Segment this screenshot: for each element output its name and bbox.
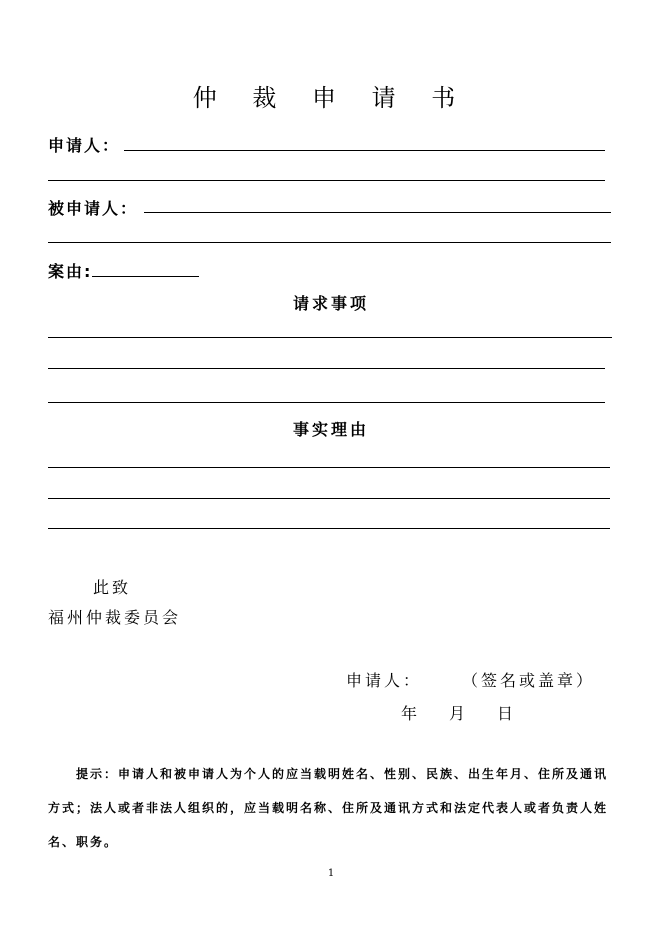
closing-text: 此致 <box>93 578 132 597</box>
applicant-label: 申请人： <box>48 136 121 155</box>
facts-line-1[interactable] <box>48 467 610 468</box>
applicant-line-2[interactable] <box>48 180 605 181</box>
case-line[interactable] <box>92 276 199 277</box>
claims-line-1[interactable] <box>48 337 612 338</box>
signature-label: 申请人： <box>346 671 423 690</box>
addressee-text: 福州仲裁委员会 <box>48 608 182 627</box>
facts-line-2[interactable] <box>48 498 610 499</box>
date-month: 月 <box>449 704 469 723</box>
claims-line-2[interactable] <box>48 368 605 369</box>
respondent-line[interactable] <box>144 212 611 213</box>
claims-heading: 请求事项 <box>292 294 369 313</box>
instruction-note: 提示：申请人和被申请人为个人的应当载明姓名、性别、民族、出生年月、住所及通讯方式；法人或者非法人组织的，应当载明名称、住所及通讯方式和法定代表人或者负责人姓名、职务。 <box>48 767 609 849</box>
date-year: 年 <box>401 704 421 723</box>
signature-note: （签名或盖章） <box>462 671 596 690</box>
date-day: 日 <box>497 704 517 723</box>
facts-line-3[interactable] <box>48 528 610 529</box>
applicant-line[interactable] <box>124 150 605 151</box>
page-number: 1 <box>327 868 335 879</box>
case-label: 案由: <box>48 262 93 281</box>
claims-line-3[interactable] <box>48 402 605 403</box>
document-title: 仲 裁 申 请 书 <box>192 84 470 112</box>
respondent-line-2[interactable] <box>48 242 611 243</box>
facts-heading: 事实理由 <box>292 420 369 439</box>
respondent-label: 被申请人： <box>48 199 139 218</box>
